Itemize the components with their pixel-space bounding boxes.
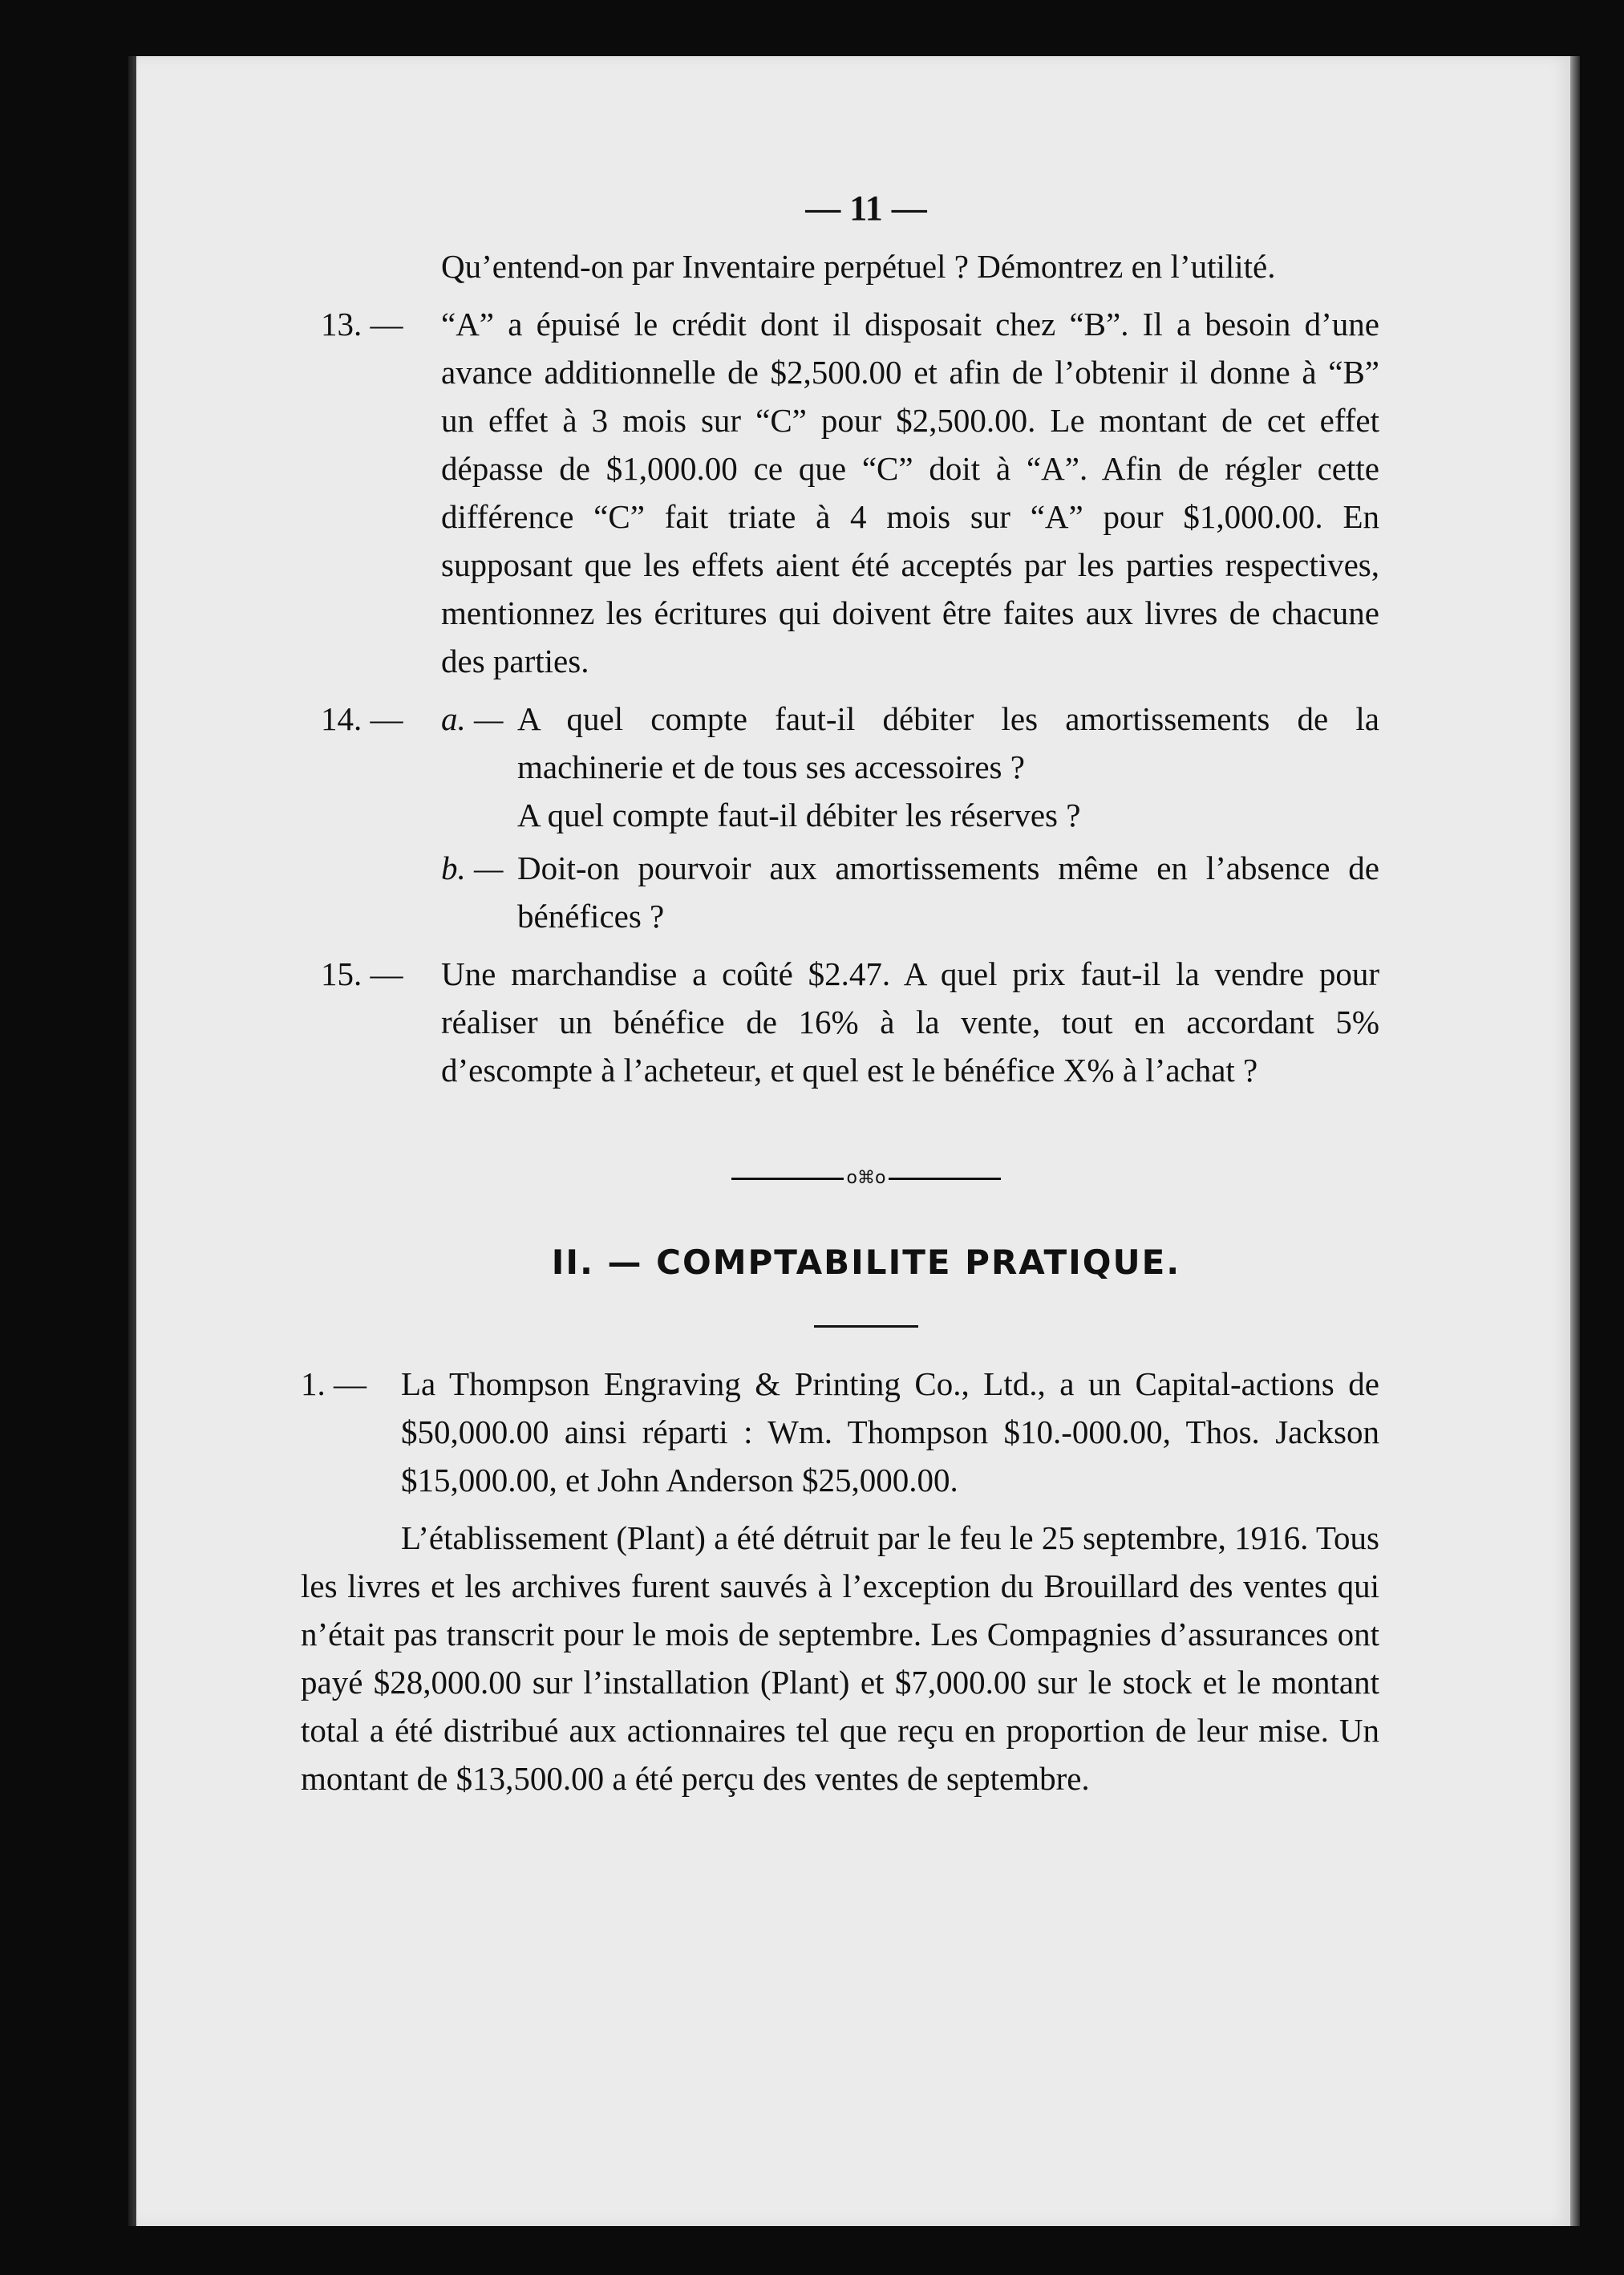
sub-question-a: [441, 695, 1379, 839]
question-number: 13. —: [321, 306, 403, 343]
page-edge: [1570, 56, 1580, 2226]
question-13: [321, 300, 1379, 685]
sub-label-a: a. —: [441, 700, 504, 737]
sub-label-b: b. —: [441, 850, 504, 886]
section-title: II. — COMPTABILITE PRATIQUE.: [551, 1243, 1181, 1282]
page-content: [301, 185, 1379, 1803]
intro-text: Qu’entend-on par Inventaire perpétuel ? Démontrez en l’utilité.: [441, 248, 1276, 285]
question-number: 15. —: [321, 955, 403, 992]
sub-b-text: Doit-on pourvoir aux amortissements même en l’absence de bénéfices ?: [517, 850, 1379, 935]
practice-item-1: [301, 1360, 1379, 1504]
practice-text: La Thompson Engraving & Printing Co., Ltd., a un Capital-actions de $50,000.00 ainsi réparti : Wm. Thompson $10.-000.00, Thos. Jackson $15,000.00, et John Anderson $25,000.00.: [401, 1365, 1379, 1498]
ornament-divider: [353, 1170, 1379, 1186]
practice-section: [301, 1360, 1379, 1803]
question-text: Une marchandise a coûté $2.47. A quel prix faut-il la vendre pour réaliser un bénéfice de 16% à la vente, tout en accordant 5% d’escompte à l’acheteur, et quel est le bénéfice X% à l’achat ?: [441, 955, 1379, 1089]
question-14: [321, 695, 1379, 940]
question-text: “A” a épuisé le crédit dont il disposait chez “B”. Il a besoin d’une avance additionnelle de $2,500.00 et afin de l’obtenir il donne à “B” un effet à 3 mois sur “C” pour $2,500.00. Le montant de cet effet dépasse de $1,000.00 ce que “C” doit à “A”. Afin de régler cette différence “C” fait triate à 4 mois sur “A” pour $1,000.00. En supposant que les effets aient été acceptés par les parties respectives, mentionnez les écritures qui doivent être faites aux livres de chacune des parties.: [441, 306, 1379, 679]
practice-number: 1. —: [301, 1365, 367, 1402]
section-rule: [814, 1325, 918, 1328]
sub-a-text-2: A quel compte faut-il débiter les réserves ?: [517, 797, 1081, 833]
page-number: — 11 —: [805, 189, 927, 228]
question-15: [321, 950, 1379, 1094]
question-body: [441, 695, 1379, 940]
sub-a-text: A quel compte faut-il débiter les amortissements de la machinerie et de tous ses accessoires ?: [517, 700, 1379, 785]
question-number: 14. —: [321, 700, 403, 737]
sub-question-b: [441, 844, 1379, 940]
practice-paragraph: L’établissement (Plant) a été détruit par le feu le 25 septembre, 1916. Tous les livres et les archives furent sauvés à l’exception du Brouillard des ventes qui n’était pas transcrit pour le mois de septembre. Les Compagnies d’assurances ont payé $28,000.00 sur l’installation (Plant) et $7,000.00 sur le stock et le montant total a été distribué aux actionnaires tel que reçu en proportion de leur mise. Un montant de $13,500.00 a été perçu des ventes de septembre.: [301, 1519, 1379, 1797]
ornament-icon: o⌘o: [846, 1168, 886, 1188]
